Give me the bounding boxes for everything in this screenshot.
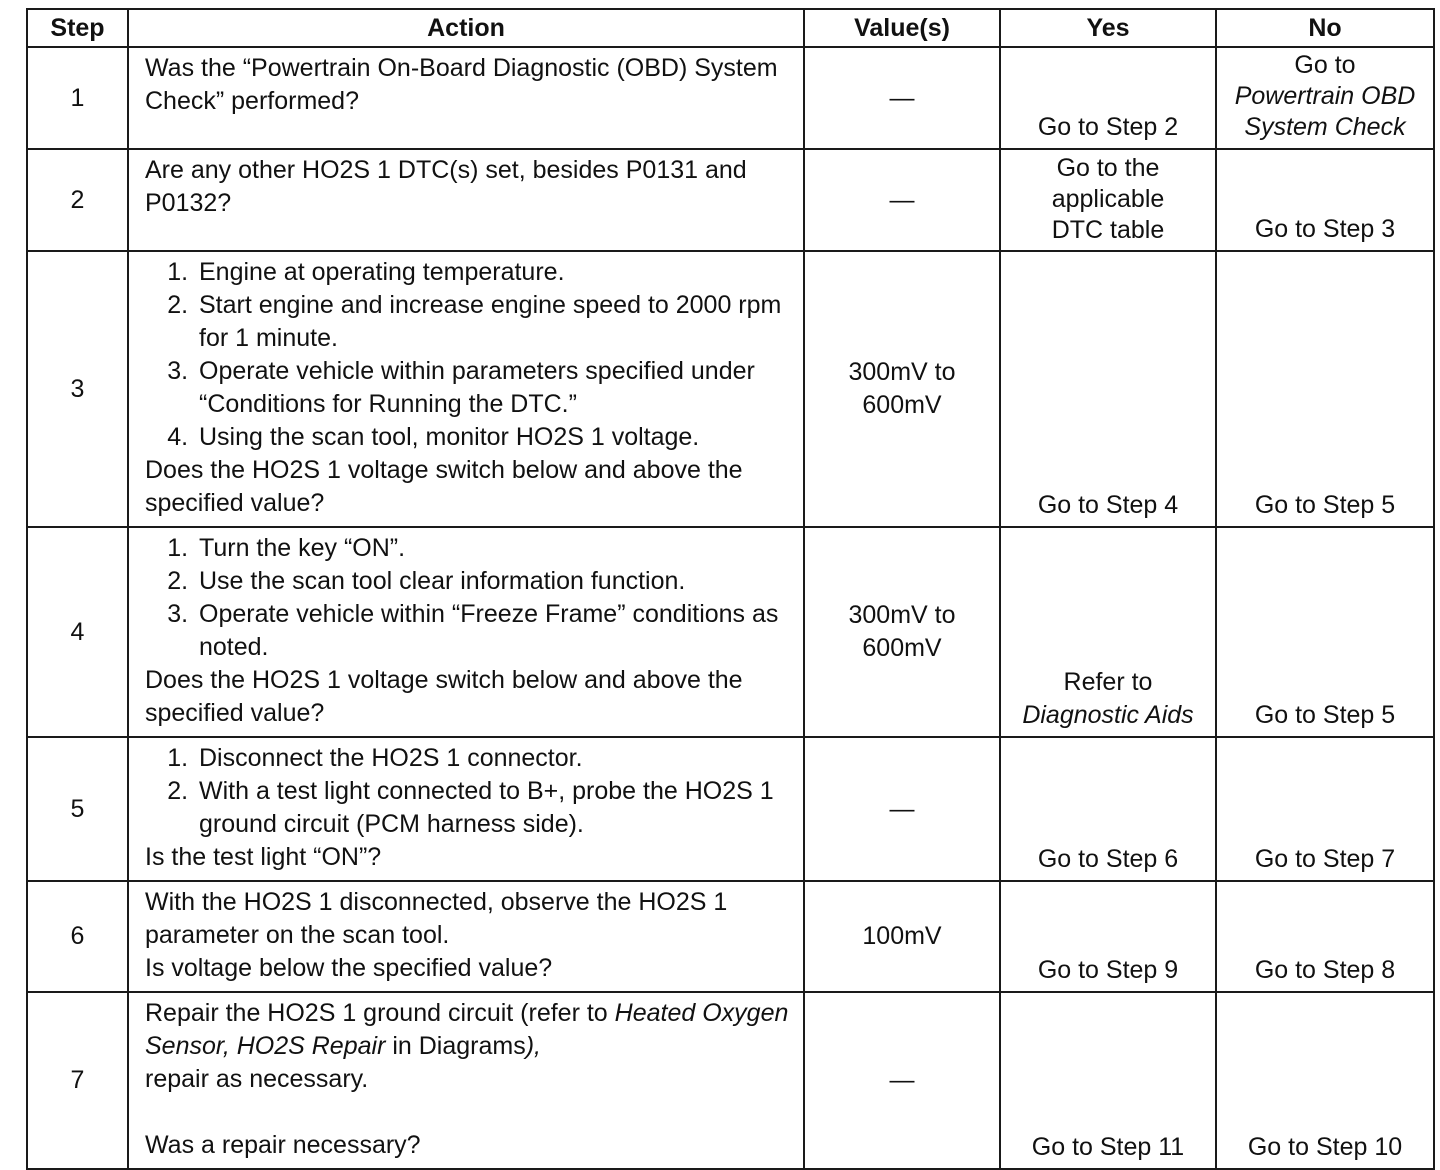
table-row xyxy=(27,251,1434,527)
spacer xyxy=(145,1096,793,1129)
diagnostic-table xyxy=(26,8,1435,1170)
action-steps xyxy=(145,742,793,841)
no-reference: Powertrain OBD System Check xyxy=(1234,81,1416,141)
action-text: With the HO2S 1 disconnected, observe the HO2S 1 parameter on the scan tool. xyxy=(145,888,728,949)
yes-cell: Go to the applicable DTC table xyxy=(1000,149,1216,251)
yes-cell: Go to Step 2 xyxy=(1000,47,1216,149)
yes-prefix: Refer to xyxy=(1063,668,1153,696)
action-step-item: 4. Using the scan tool, monitor HO2S 1 voltage. xyxy=(195,421,793,454)
no-cell: Go to Step 8 xyxy=(1216,881,1434,992)
action-cell xyxy=(128,251,804,527)
header-no: No xyxy=(1216,9,1434,47)
no-prefix: Go to xyxy=(1294,50,1356,79)
yes-cell: Go to Step 4 xyxy=(1000,251,1216,527)
step-number: 7 xyxy=(27,992,128,1169)
step-number: 4 xyxy=(27,527,128,737)
action-step-item: 3. Operate vehicle within parameters specified under “Conditions for Running the DTC.” xyxy=(195,355,793,421)
step-number: 6 xyxy=(27,881,128,992)
action-question: Does the HO2S 1 voltage switch below and above the specified value? xyxy=(145,456,743,517)
no-cell: Go to Step 10 xyxy=(1216,992,1434,1169)
value-cell: — xyxy=(804,149,1000,251)
action-step-item: 2. Start engine and increase engine speed to 2000 rpm for 1 minute. xyxy=(195,289,793,355)
header-value: Value(s) xyxy=(804,9,1000,47)
value-cell: 300mV to 600mV xyxy=(804,251,1000,527)
action-question: Does the HO2S 1 voltage switch below and above the specified value? xyxy=(145,666,743,727)
action-step-item: 3. Operate vehicle within “Freeze Frame” conditions as noted. xyxy=(195,598,793,664)
table-row xyxy=(27,527,1434,737)
no-cell: Go to Step 5 xyxy=(1216,251,1434,527)
action-text-end: ), xyxy=(525,1032,542,1060)
action-question: Is the test light “ON”? xyxy=(145,843,382,871)
yes-cell: Go to Step 6 xyxy=(1000,737,1216,881)
action-question: Is voltage below the specified value? xyxy=(145,954,553,982)
no-cell: Go to Step 5 xyxy=(1216,527,1434,737)
no-cell xyxy=(1216,47,1434,149)
action-step-item: 2. Use the scan tool clear information function. xyxy=(195,565,793,598)
action-cell xyxy=(128,737,804,881)
header-row xyxy=(27,9,1434,47)
table-row xyxy=(27,47,1434,149)
action-steps xyxy=(145,532,793,664)
action-cell xyxy=(128,527,804,737)
action-steps xyxy=(145,256,793,454)
action-step-item: 2. With a test light connected to B+, probe the HO2S 1 ground circuit (PCM harness side). xyxy=(195,775,793,841)
value-cell: — xyxy=(804,992,1000,1169)
step-number: 3 xyxy=(27,251,128,527)
table-row xyxy=(27,881,1434,992)
yes-cell: Go to Step 9 xyxy=(1000,881,1216,992)
action-text-start: Repair the HO2S 1 ground circuit (refer to xyxy=(145,999,615,1027)
action-cell xyxy=(128,992,804,1169)
step-number: 2 xyxy=(27,149,128,251)
action-step-item: 1. Disconnect the HO2S 1 connector. xyxy=(195,742,793,775)
value-cell: — xyxy=(804,47,1000,149)
action-cell xyxy=(128,881,804,992)
action-question: Are any other HO2S 1 DTC(s) set, besides P0131 and P0132? xyxy=(145,156,747,217)
table-row xyxy=(27,737,1434,881)
no-cell: Go to Step 3 xyxy=(1216,149,1434,251)
yes-cell xyxy=(1000,527,1216,737)
header-action: Action xyxy=(128,9,804,47)
yes-cell: Go to Step 11 xyxy=(1000,992,1216,1169)
value-cell: 300mV to 600mV xyxy=(804,527,1000,737)
table-row xyxy=(27,992,1434,1169)
action-step-item: 1. Turn the key “ON”. xyxy=(195,532,793,565)
table-row xyxy=(27,149,1434,251)
action-cell xyxy=(128,47,804,149)
action-step-item: 1. Engine at operating temperature. xyxy=(195,256,793,289)
step-number: 5 xyxy=(27,737,128,881)
yes-reference: Diagnostic Aids xyxy=(1022,701,1194,729)
step-number: 1 xyxy=(27,47,128,149)
action-question: Was a repair necessary? xyxy=(145,1131,421,1159)
header-yes: Yes xyxy=(1000,9,1216,47)
action-text-continued: repair as necessary. xyxy=(145,1065,369,1093)
action-question: Was the “Powertrain On-Board Diagnostic (OBD) System Check” performed? xyxy=(145,54,778,115)
action-text-reference: Heated Oxygen Sensor, HO2S Repair xyxy=(145,999,789,1060)
no-cell: Go to Step 7 xyxy=(1216,737,1434,881)
value-cell: — xyxy=(804,737,1000,881)
header-step: Step xyxy=(27,9,128,47)
action-text xyxy=(145,997,793,1063)
action-cell xyxy=(128,149,804,251)
action-text-middle: in Diagrams xyxy=(385,1032,526,1060)
value-cell: 100mV xyxy=(804,881,1000,992)
